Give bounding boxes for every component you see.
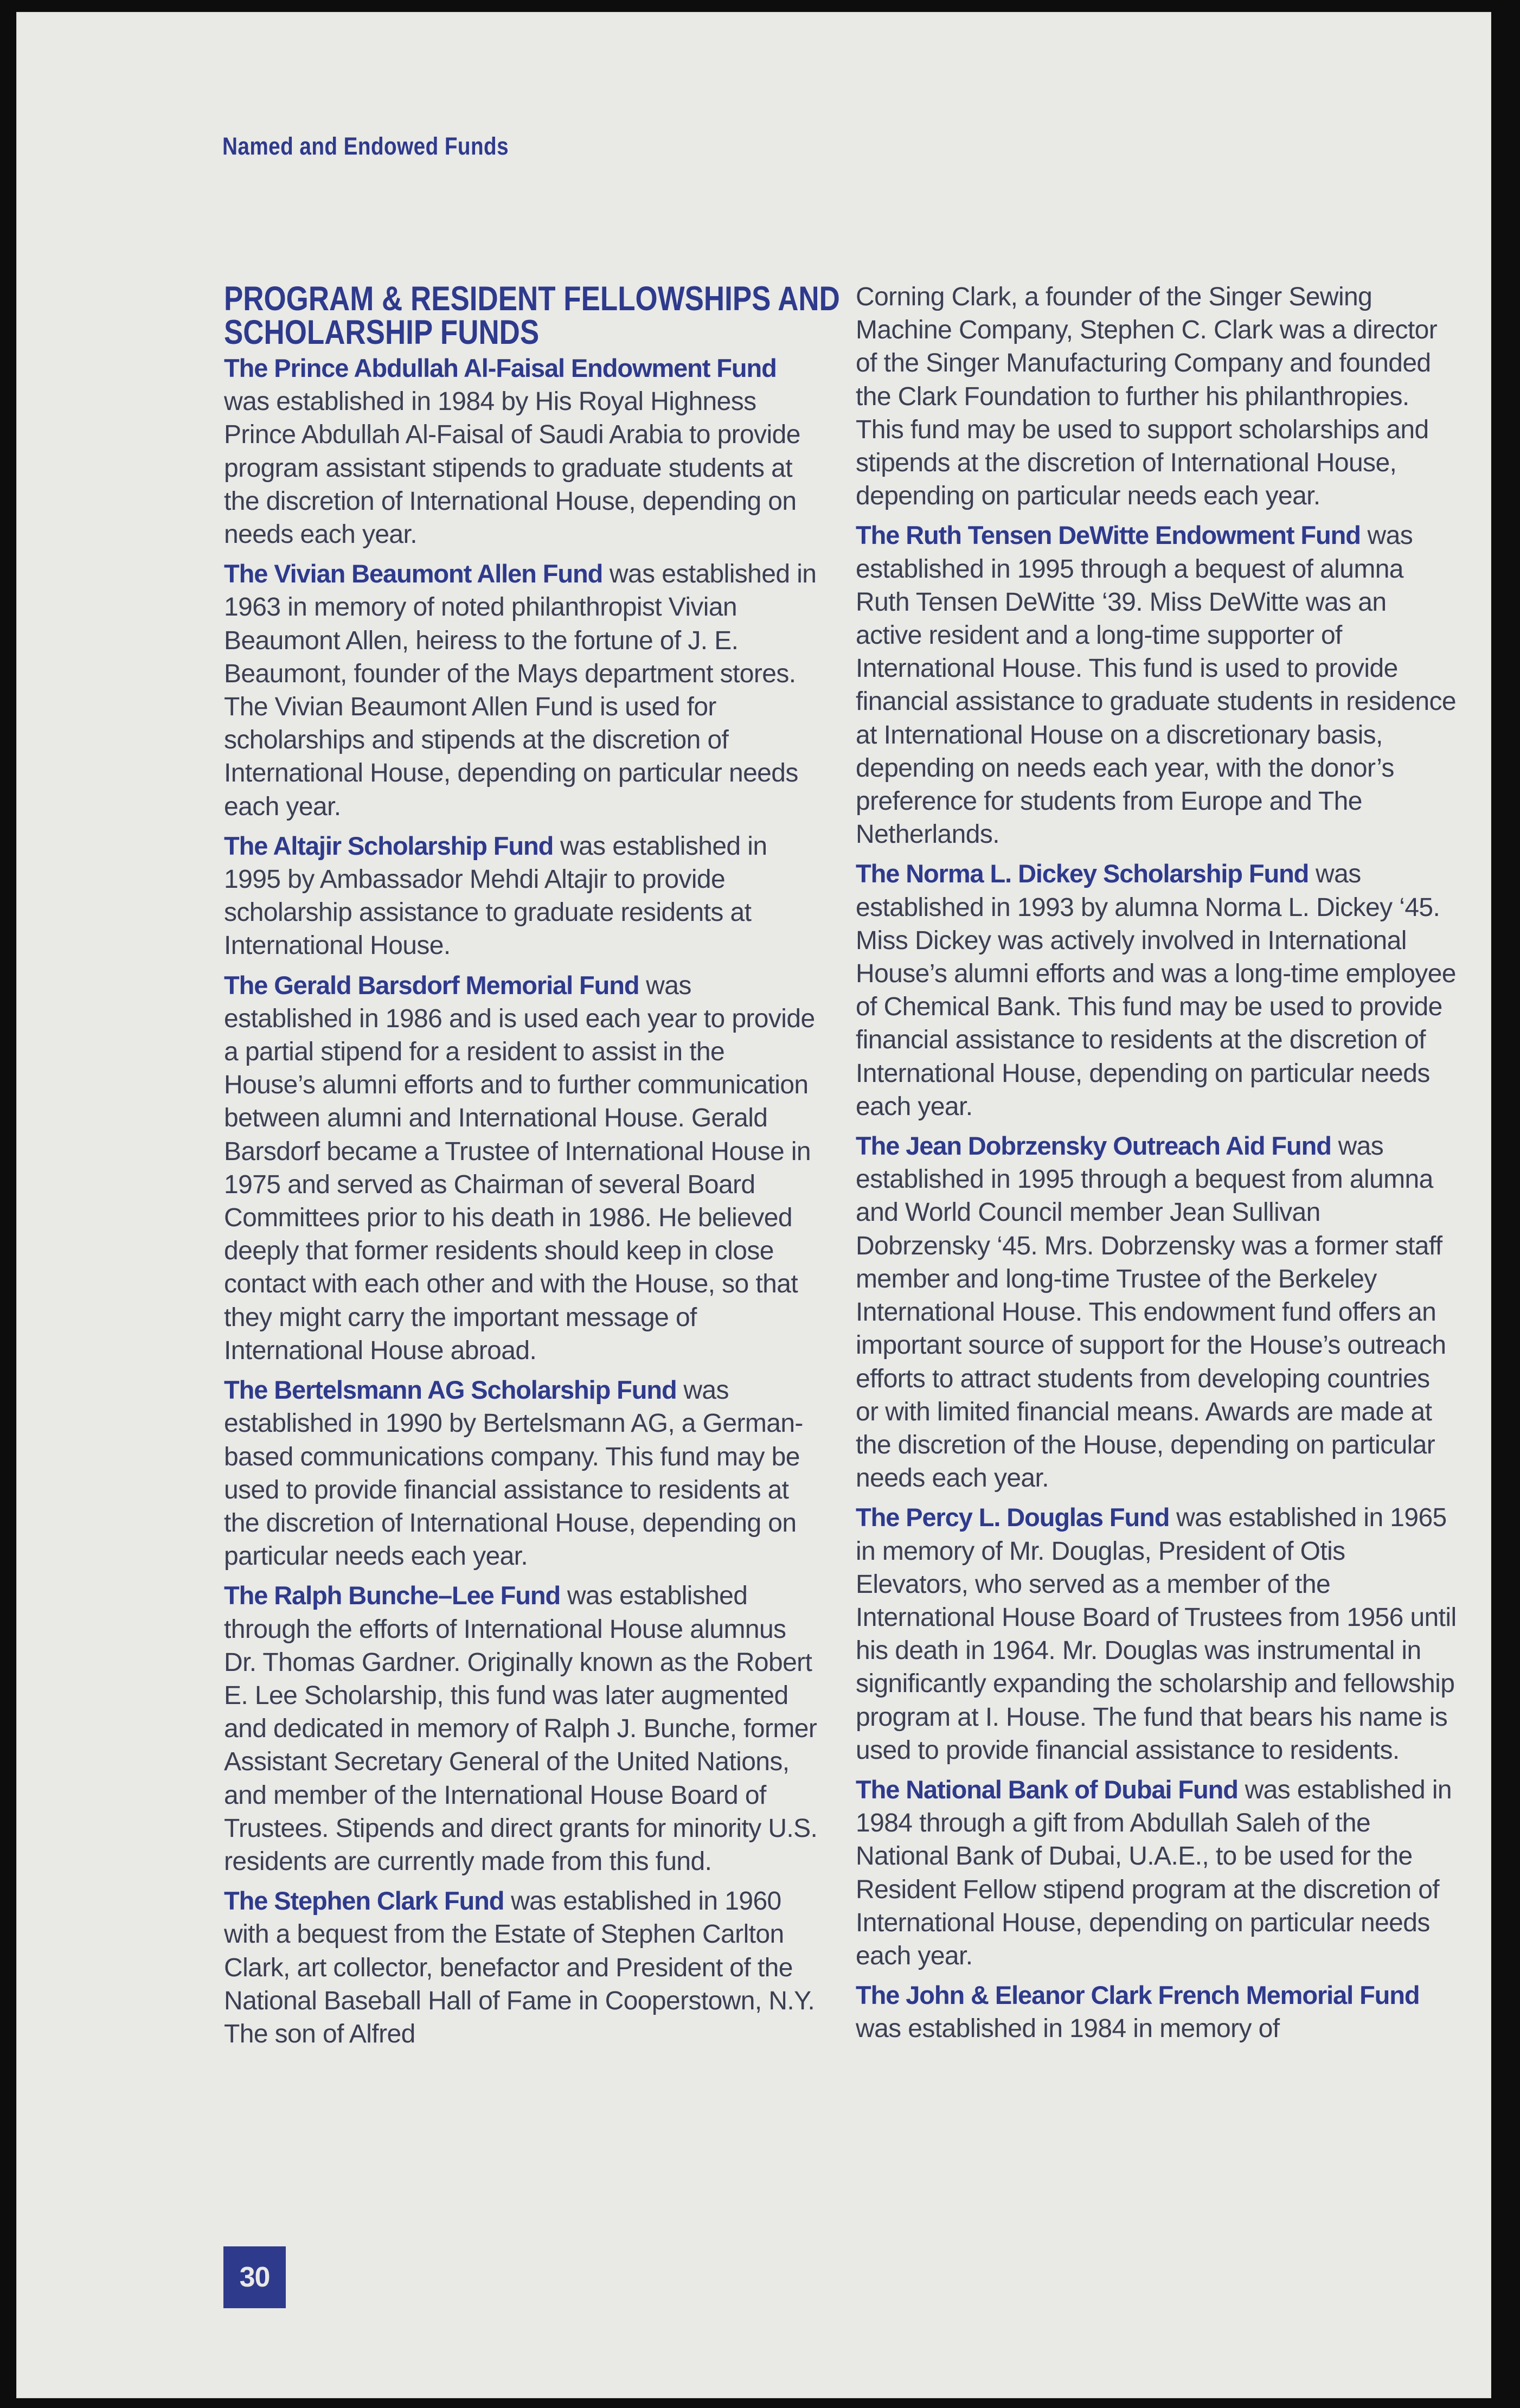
document-page (16, 12, 1491, 2398)
fund-description: was established in 1995 through a bequest from alumna and World Council member Jean Sullivan Dobrzensky ‘45. Mrs. Dobrzensky was a former staff member and long-time Trustee of the Berkeley International House. This endowment fund offers an important source of support for the House’s outreach efforts to attract students from developing countries or with limited financial means. Awards are made at the discretion of the House, depending on particular needs each year. (856, 1132, 1446, 1493)
fund-paragraph (856, 1501, 1458, 1767)
fund-paragraph (224, 1579, 820, 1878)
fund-paragraph (224, 1373, 820, 1573)
fund-paragraph (856, 280, 1458, 513)
left-fund-list (224, 351, 820, 2051)
page-number: 30 (223, 2246, 286, 2308)
fund-description: was established in 1990 by Bertelsmann AG, a German-based communications company. This fund may be used to provide financial assistance to residents at the discretion of International House, depending on particular needs each year. (224, 1376, 803, 1571)
fund-name: The Gerald Barsdorf Memorial Fund (224, 970, 639, 1000)
fund-description: was established in 1963 in memory of noted philanthropist Vivian Beaumont Allen, heiress to the fortune of J. E. Beaumont, founder of the Mays department stores. The Vivian Beaumont Allen Fund is used for scholarships and stipends at the discretion of International House, depending on particular needs each year. (224, 560, 817, 821)
fund-description: was established in 1984 by His Royal Highness Prince Abdullah Al-Faisal of Saudi Arabia to provide program assistant stipends to graduate students at the discretion of International House, depending on needs each year. (224, 387, 800, 549)
fund-description: was established in 1986 and is used each year to provide a partial stipend for a resident to assist in the House’s alumni efforts and to further communication between alumni and International House. Gerald Barsdorf became a Trustee of International House in 1975 and served as Chairman of several Board Committees prior to his death in 1986. He believed deeply that former residents should keep in close contact with each other and with the House, so that they might carry the important message of International House abroad. (224, 971, 815, 1365)
fund-description: was established in 1984 in memory of (856, 2014, 1280, 2044)
fund-paragraph (224, 969, 820, 1367)
fund-paragraph (856, 857, 1458, 1123)
fund-name: The John & Eleanor Clark French Memorial Fund (856, 1981, 1420, 2010)
fund-description: Corning Clark, a founder of the Singer Sewing Machine Company, Stephen C. Clark was a director of the Singer Manufacturing Company and founded the Clark Foundation to further his philanthropies. This fund may be used to support scholarships and stipends at the discretion of International House, depending on particular needs each year. (856, 283, 1438, 511)
fund-name: The Jean Dobrzensky Outreach Aid Fund (856, 1131, 1331, 1161)
fund-name: The Prince Abdullah Al-Faisal Endowment Fund (224, 354, 777, 382)
fund-paragraph (224, 351, 820, 551)
fund-paragraph (224, 1884, 820, 2051)
fund-name: The Bertelsmann AG Scholarship Fund (224, 1375, 677, 1405)
fund-description: was established in 1995 through a bequest of alumna Ruth Tensen DeWitte ‘39. Miss DeWitte was an active resident and a long-time supporter of International House. This fund is used to provide financial assistance to graduate students in residence at International House on a discretionary basis, depending on needs each year, with the donor’s preference for students from Europe and The Netherlands. (856, 521, 1456, 849)
fund-description: was established in 1993 by alumna Norma L. Dickey ‘45. Miss Dickey was actively involved in International House’s alumni efforts and was a long-time employee of Chemical Bank. This fund may be used to provide financial assistance to residents at the discretion of International House, depending on particular needs each year. (856, 860, 1456, 1121)
right-column (856, 280, 1458, 2052)
running-head: Named and Endowed Funds (222, 132, 509, 160)
fund-paragraph (856, 1978, 1458, 2045)
fund-paragraph (224, 829, 820, 963)
fund-description: was established in 1995 by Ambassador Mehdi Altajir to provide scholarship assistance to graduate residents at International House. (224, 831, 767, 960)
right-fund-list (856, 280, 1458, 2046)
fund-description: was established through the efforts of International House alumnus Dr. Thomas Gardner. Originally known as the Robert E. Lee Scholarship, this fund was later augmented and dedicated in memory of Ralph J. Bunche, former Assistant Secretary General of the United Nations, and member of the International House Board of Trustees. Stipends and direct grants for minority U.S. residents are currently made from this fund. (224, 1581, 818, 1876)
fund-name: The Ruth Tensen DeWitte Endowment Fund (856, 521, 1361, 550)
fund-paragraph (856, 1129, 1458, 1495)
fund-name: The Altajir Scholarship Fund (224, 831, 554, 860)
fund-description: was established in 1960 with a bequest from the Estate of Stephen Carlton Clark, art collector, benefactor and President of the National Baseball Hall of Fame in Cooperstown, N.Y. The son of Alfred (224, 1887, 815, 2048)
fund-name: The Norma L. Dickey Scholarship Fund (856, 859, 1309, 888)
fund-name: The National Bank of Dubai Fund (856, 1775, 1238, 1804)
fund-name: The Ralph Bunche–Lee Fund (224, 1581, 561, 1610)
fund-name: The Vivian Beaumont Allen Fund (224, 559, 603, 588)
fund-name: The Percy L. Douglas Fund (856, 1503, 1170, 1532)
left-column (224, 280, 840, 2057)
section-title: PROGRAM & RESIDENT FELLOWSHIPS AND SCHOLARSHIP FUNDS (224, 280, 840, 351)
fund-paragraph (224, 557, 820, 823)
fund-description: was established in 1965 in memory of Mr. Douglas, President of Otis Elevators, who served as a member of the International House Board of Trustees from 1956 until his death in 1964. Mr. Douglas was instrumental in significantly expanding the scholarship and fellowship program at I. House. The fund that bears his name is used to provide financial assistance to residents. (856, 1503, 1457, 1765)
fund-description: was established in 1984 through a gift from Abdullah Saleh of the National Bank of Dubai, U.A.E., to be used for the Resident Fellow stipend program at the discretion of International House, depending on particular needs each year. (856, 1775, 1452, 1970)
fund-paragraph (856, 518, 1458, 851)
fund-paragraph (856, 1773, 1458, 1972)
fund-name: The Stephen Clark Fund (224, 1886, 504, 1916)
